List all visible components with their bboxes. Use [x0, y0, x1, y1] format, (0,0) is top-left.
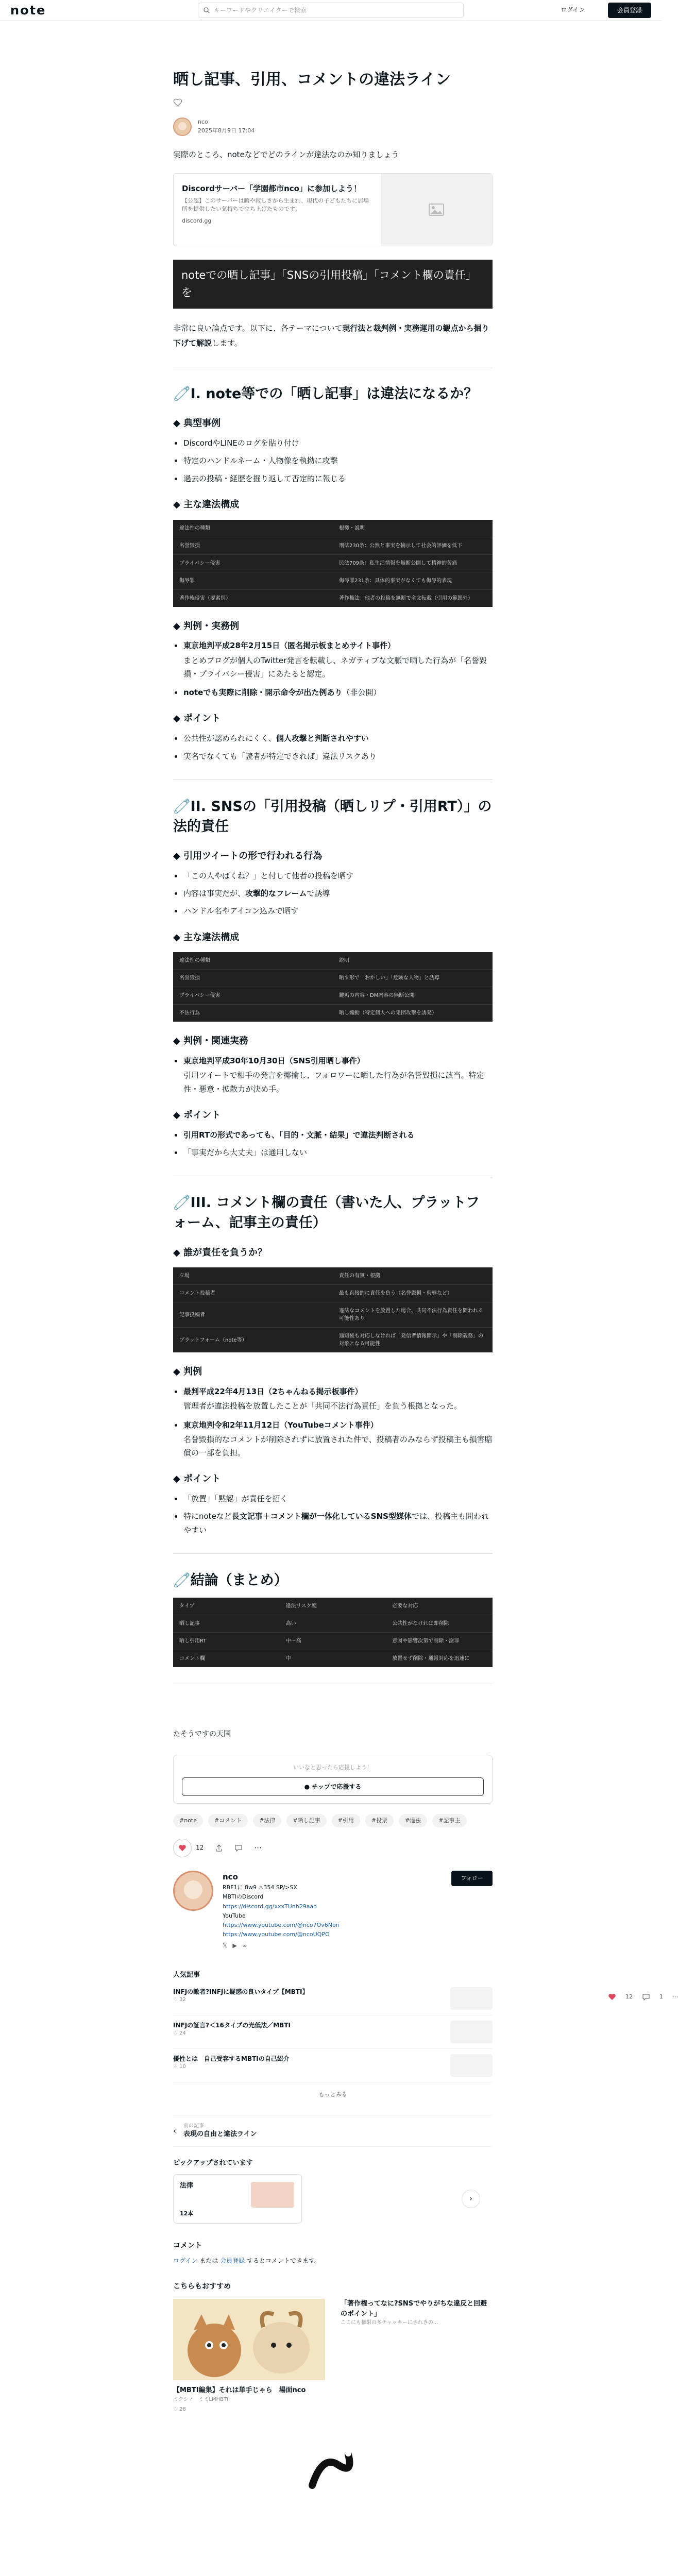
profile-line: MBTIのDiscord	[223, 1893, 264, 1901]
recommend-author: ここにも権限の多チャッキーにされきの…	[341, 2320, 438, 2326]
divider	[173, 779, 493, 780]
pick-count: 12本	[180, 2210, 194, 2217]
table-row: プライバシー侵害 民法709条：私生活情報を無断公開して精神的苦痛	[173, 554, 493, 572]
case-note: 引用ツイートで相手の発言を揶揄し、フォロワーに晒した行為が名誉毀損に該当。特定性・悪意・拡散力が決め手。	[183, 1071, 484, 1094]
tip-box	[173, 1755, 493, 1804]
table-row: タイプ 違法リスク度 必要な対応	[179, 1603, 418, 1609]
x-icon[interactable]: 𝕏	[223, 1942, 227, 1950]
profile-line: YouTube	[223, 1912, 246, 1919]
search-icon	[204, 7, 210, 13]
tag[interactable]: #引用	[332, 1814, 360, 1827]
s2-forms-list	[173, 869, 493, 918]
list-item: 引用RTの形式であっても、「目的・文脈・結果」で違法判断される	[173, 1128, 493, 1142]
login-link[interactable]: ログイン	[561, 6, 585, 13]
s1-cases-heading: ◆ 典型事例	[173, 418, 221, 429]
table-row: 名誉毀損 晒す形で「おかしい」「危険な人物」と誘導	[173, 970, 493, 987]
signup-link[interactable]: 会員登録	[220, 2257, 245, 2264]
s2-cases-heading: ◆ 判例・関連実務	[173, 1036, 249, 1047]
table-row: コメント投稿者 最も直接的に責任を負う（名誉毀損・侮辱など）	[173, 1285, 493, 1302]
tag-list	[173, 1814, 493, 1827]
tip-question: いいなと思ったら応援しよう！	[293, 1764, 372, 1771]
s2-laws-heading: ◆ 主な違法構成	[173, 931, 240, 943]
popular-thumbnail	[450, 1987, 493, 2010]
list-item: 東京地判平成28年2月15日（匿名掲示板まとめサイト事件）	[173, 639, 493, 652]
article-title: 晒し記事、引用、コメントの違法ライン	[173, 71, 451, 89]
tip-button[interactable]: ● チップで応援する	[182, 1777, 484, 1796]
embed-desc: 【公認】このサーバーは暇や寂しさから生まれ、現代の子どもたちに居場所を提供したい気持ちで立ち上げたものです。	[182, 197, 369, 212]
list-item: 特にnoteなど長文記事＋コメント欄が一体化しているSNS型媒体では、投稿主も問われやすい	[173, 1510, 493, 1537]
author-avatar[interactable]	[173, 117, 192, 136]
note-logo[interactable]: note	[10, 3, 46, 18]
case-note: まとめブログが個人のTwitter発言を転載し、ネガティブな文脈で晒した行為が「名誉毀損・プライバシー侵害」にあたると認定。	[183, 655, 487, 679]
author-row	[173, 117, 493, 136]
popular-item[interactable]: INFJの敵者?INFJに疑惑の良いタイプ【MBTI】 ♡ 32	[173, 1987, 493, 2015]
more-icon[interactable]: ⋯	[672, 1993, 678, 2000]
heart-icon[interactable]	[608, 1993, 616, 2001]
list-item: noteでも実際に削除・開示命令が出た例あり（非公開）	[173, 686, 493, 699]
s1-laws-table	[173, 520, 493, 607]
reaction-bar	[173, 1839, 493, 1857]
prev-label: 前の記事	[183, 2123, 204, 2129]
tag[interactable]: #投票	[365, 1814, 394, 1827]
tip-icon: ●	[304, 1783, 312, 1790]
table-row: 記事投稿者 違法なコメントを放置した場合、共同不法行為責任を問われる可能性あり	[173, 1302, 493, 1328]
picks-row	[173, 2174, 493, 2224]
s3-cases-heading: ◆ 判例	[173, 1366, 202, 1378]
case-note: 管理者が違法投稿を放置したことが「共同不法行為責任」を負う根拠となった。	[183, 1401, 462, 1411]
chevron-left-icon: ‹	[173, 2126, 176, 2136]
list-item: 「事実だから大丈夫」は通用しない	[173, 1146, 493, 1159]
closing-text: たそうですの天国	[173, 1730, 231, 1739]
list-item: DiscordやLINEのログを貼り付け	[173, 436, 493, 450]
profile-name[interactable]: nco	[223, 1872, 238, 1882]
recommend-author: ミクシィ ミミLMHBTI	[173, 2396, 229, 2402]
table-row: 晒し記事 高い 公共性がなければ即削除	[173, 1615, 493, 1633]
table-row: プライバシー侵害 鍵垢の内容・DM内容の無断公開	[173, 987, 493, 1005]
signup-button[interactable]: 会員登録	[608, 3, 651, 18]
next-button[interactable]	[462, 2190, 480, 2208]
embed-thumbnail	[381, 174, 492, 246]
picks-heading: ピックアップされています	[173, 2159, 253, 2167]
table-row: 侮辱罪 侮辱罪231条：具体的事実がなくても侮辱的表現	[173, 572, 493, 589]
intro-text: 非常に良い論点です。以下に、各テーマについて現行法と裁判例・実務運用の観点から掘り下げて解説します。	[173, 324, 489, 348]
link-icon[interactable]: ∞	[242, 1942, 247, 1950]
post-date: 2025年8月9日 17:04	[198, 127, 255, 134]
heart-icon	[178, 1844, 187, 1852]
table-row: 立場 責任の有無・根拠	[179, 1273, 380, 1279]
s1-laws-heading: ◆ 主な違法構成	[173, 499, 240, 510]
floating-actions	[608, 1992, 678, 2003]
recommend-title: 【MBTI編集】それは単手じゃら 場面nco	[173, 2386, 306, 2395]
recommend-heading: こちらもおすすめ	[173, 2282, 231, 2291]
recommend-card[interactable]	[341, 2299, 493, 2413]
author-profile	[173, 1871, 493, 1951]
heart-outline-icon[interactable]	[173, 98, 182, 107]
comment-icon[interactable]	[234, 1844, 243, 1852]
list-item: 特定のハンドルネーム・人物像を執拗に攻撃	[173, 454, 493, 467]
list-item: 東京地判令和2年11月12日（YouTubeコメント事件）	[173, 1418, 493, 1432]
table-row: 著作権侵害（要素別） 著作権法：他者の投稿を無断で全文転載（引用の範囲外）	[173, 589, 493, 607]
popular-heading: 人気記事	[173, 1971, 200, 1979]
popular-item[interactable]: INFJの証言?＜16タイプの光低法／MBTI ♡ 24	[173, 2021, 493, 2049]
table-row: 不法行為 晒し煽動（特定個人への集団攻撃を誘発）	[173, 1005, 493, 1022]
s2-points-list	[173, 1128, 493, 1160]
comments-login-text: ログイン または 会員登録 するとコメントできます。	[173, 2257, 320, 2264]
recommend-card[interactable]	[173, 2299, 325, 2413]
recommend-list	[173, 2299, 493, 2413]
floating-like-count: 12	[625, 1993, 633, 2000]
s3-who-heading: ◆ 誰が責任を負うか？	[173, 1247, 267, 1258]
author-name[interactable]: nco	[198, 118, 208, 125]
list-item: 東京地判平成30年10月30日（SNS引用晒し事件）	[173, 1054, 493, 1067]
section-4-heading: 🧷結論（まとめ）	[173, 1572, 288, 1588]
pick-title: 法律	[180, 2182, 194, 2190]
popular-item[interactable]: 優性とは 自己受容するMBTIの自己紹介 ♡ 10	[173, 2054, 493, 2082]
list-item: ハンドル名やアイコン込みで晒す	[173, 904, 493, 918]
s1-cases2-heading: ◆ 判例・実務例	[173, 620, 240, 632]
s1-points-list	[173, 732, 493, 763]
profile-link[interactable]: https://www.youtube.com/@ncoUQPO	[223, 1930, 330, 1938]
popular-thumbnail	[450, 2054, 493, 2077]
comments-heading: コメント	[173, 2242, 202, 2250]
recommend-title: 「著作権ってなに?SNSでやりがちな違反と回避のポイント」	[341, 2300, 487, 2318]
profile-link[interactable]: https://www.youtube.com/@nco7Ov6Non	[223, 1921, 340, 1928]
embed-card[interactable]	[173, 173, 493, 246]
recommend-likes: ♡ 28	[173, 2406, 186, 2412]
tag[interactable]: #note	[173, 1814, 203, 1827]
section-3-heading: 🧷III. コメント欄の責任（書いた人、プラットフォーム、記事主の責任）	[173, 1195, 480, 1231]
s2-points-heading: ◆ ポイント	[173, 1109, 221, 1121]
prev-title: 表現の自由と違法ライン	[183, 2130, 257, 2138]
s1-cases-list	[173, 436, 493, 485]
image-placeholder-icon	[429, 204, 444, 216]
pick-card[interactable]	[173, 2174, 302, 2224]
more-link[interactable]: もっとみる	[318, 2091, 347, 2098]
profile-link[interactable]: https://discord.gg/xxxTUnh29aao	[223, 1903, 317, 1910]
list-item: 実名でなくても「読者が特定できれば」違法リスクあり	[173, 750, 493, 763]
floating-comment-count: 1	[659, 1993, 663, 2000]
section-2-heading: 🧷II. SNSの「引用投稿（晒しリプ・引用RT）」の法的責任	[173, 798, 492, 835]
list-item: 「放置」「黙認」が責任を招く	[173, 1492, 493, 1505]
summary-table	[173, 1598, 493, 1667]
article-body	[173, 33, 493, 2496]
more-icon[interactable]: ⋯	[254, 1843, 262, 1853]
s3-who-table	[173, 1267, 493, 1352]
profile-stats: RBF1に 8w9 ♨354 SP/>SX	[223, 1884, 297, 1891]
s3-points-list	[173, 1492, 493, 1537]
section-1-heading: 🧷I. note等での「晒し記事」は違法になるか？	[173, 386, 478, 402]
login-link[interactable]: ログイン	[173, 2257, 198, 2264]
tag[interactable]: #記事主	[432, 1814, 466, 1827]
share-icon[interactable]	[215, 1844, 223, 1852]
table-row: 違法性の種類 根拠・説明	[179, 525, 365, 531]
footer-illustration	[173, 2444, 493, 2496]
lead-text: 実際のところ、noteなどでどのラインが違法なのか知りましょう	[173, 149, 399, 159]
banner-heading: noteでの晒し記事」「SNSの引用投稿」「コメント欄の責任」を	[173, 260, 493, 309]
table-row: プラットフォーム（note等） 通知後も対応しなければ「発信者情報開示」や「削除義務」の対象となる可能性	[173, 1328, 493, 1353]
list-item: 公共性が認められにくく、個人攻撃と判断されやすい	[173, 732, 493, 745]
pick-image	[251, 2182, 294, 2208]
like-button[interactable]	[173, 1839, 192, 1857]
table-row: 違法性の種類 説明	[179, 958, 349, 964]
snake-icon	[302, 2444, 364, 2496]
comment-icon[interactable]	[642, 1993, 650, 2001]
case-note: 名誉毀損的なコメントが削除されずに放置された件で、投稿者のみならず投稿主も損害賠償の一部を負担。	[183, 1434, 493, 1458]
follow-button[interactable]: フォロー	[451, 1871, 493, 1886]
tag[interactable]: #法律	[253, 1814, 281, 1827]
s2-laws-table	[173, 952, 493, 1022]
embed-domain: discord.gg	[182, 217, 212, 224]
s3-points-heading: ◆ ポイント	[173, 1473, 221, 1485]
list-item: 内容は事実だが、攻撃的なフレームで誘導	[173, 887, 493, 900]
popular-thumbnail	[450, 2021, 493, 2043]
s1-points-heading: ◆ ポイント	[173, 713, 221, 724]
table-row: 名誉毀損 刑法230条：公然と事実を摘示して社会的評価を低下	[173, 537, 493, 554]
tag[interactable]: #コメント	[208, 1814, 248, 1827]
tag[interactable]: #晒し記事	[286, 1814, 326, 1827]
table-row: 晒し引用RT 中〜高 意図や影響次第で削除・謝罪	[173, 1633, 493, 1650]
chevron-right-icon: ›	[469, 2195, 472, 2204]
divider	[173, 1553, 493, 1554]
cat-goat-illustration	[173, 2299, 325, 2380]
header	[0, 0, 662, 21]
profile-avatar[interactable]	[173, 1871, 213, 1911]
list-item: 最判平成22年4月13日（2ちゃんねる掲示板事件）	[173, 1385, 493, 1398]
list-item: 「この人やばくね？」と付して他者の投稿を晒す	[173, 869, 493, 883]
search-placeholder: キーワードやクリエイターで検索	[214, 6, 307, 14]
like-count: 12	[196, 1844, 204, 1852]
embed-title: Discordサーバー「学園都市nco」に参加しよう！	[182, 184, 361, 193]
recommend-image	[173, 2299, 325, 2380]
tag[interactable]: #違法	[399, 1814, 427, 1827]
s1-cases2-list	[173, 639, 493, 652]
table-row: コメント欄 中 放置せず削除・通報対応を迅速に	[173, 1650, 493, 1668]
youtube-icon[interactable]: ▶	[232, 1942, 237, 1950]
s2-forms-heading: ◆ 引用ツイートの形で行われる行為	[173, 851, 323, 862]
list-item: 過去の投稿・経歴を掘り返して否定的に報じる	[173, 472, 493, 485]
prev-article[interactable]	[173, 2115, 493, 2147]
search-box[interactable]	[198, 3, 464, 18]
